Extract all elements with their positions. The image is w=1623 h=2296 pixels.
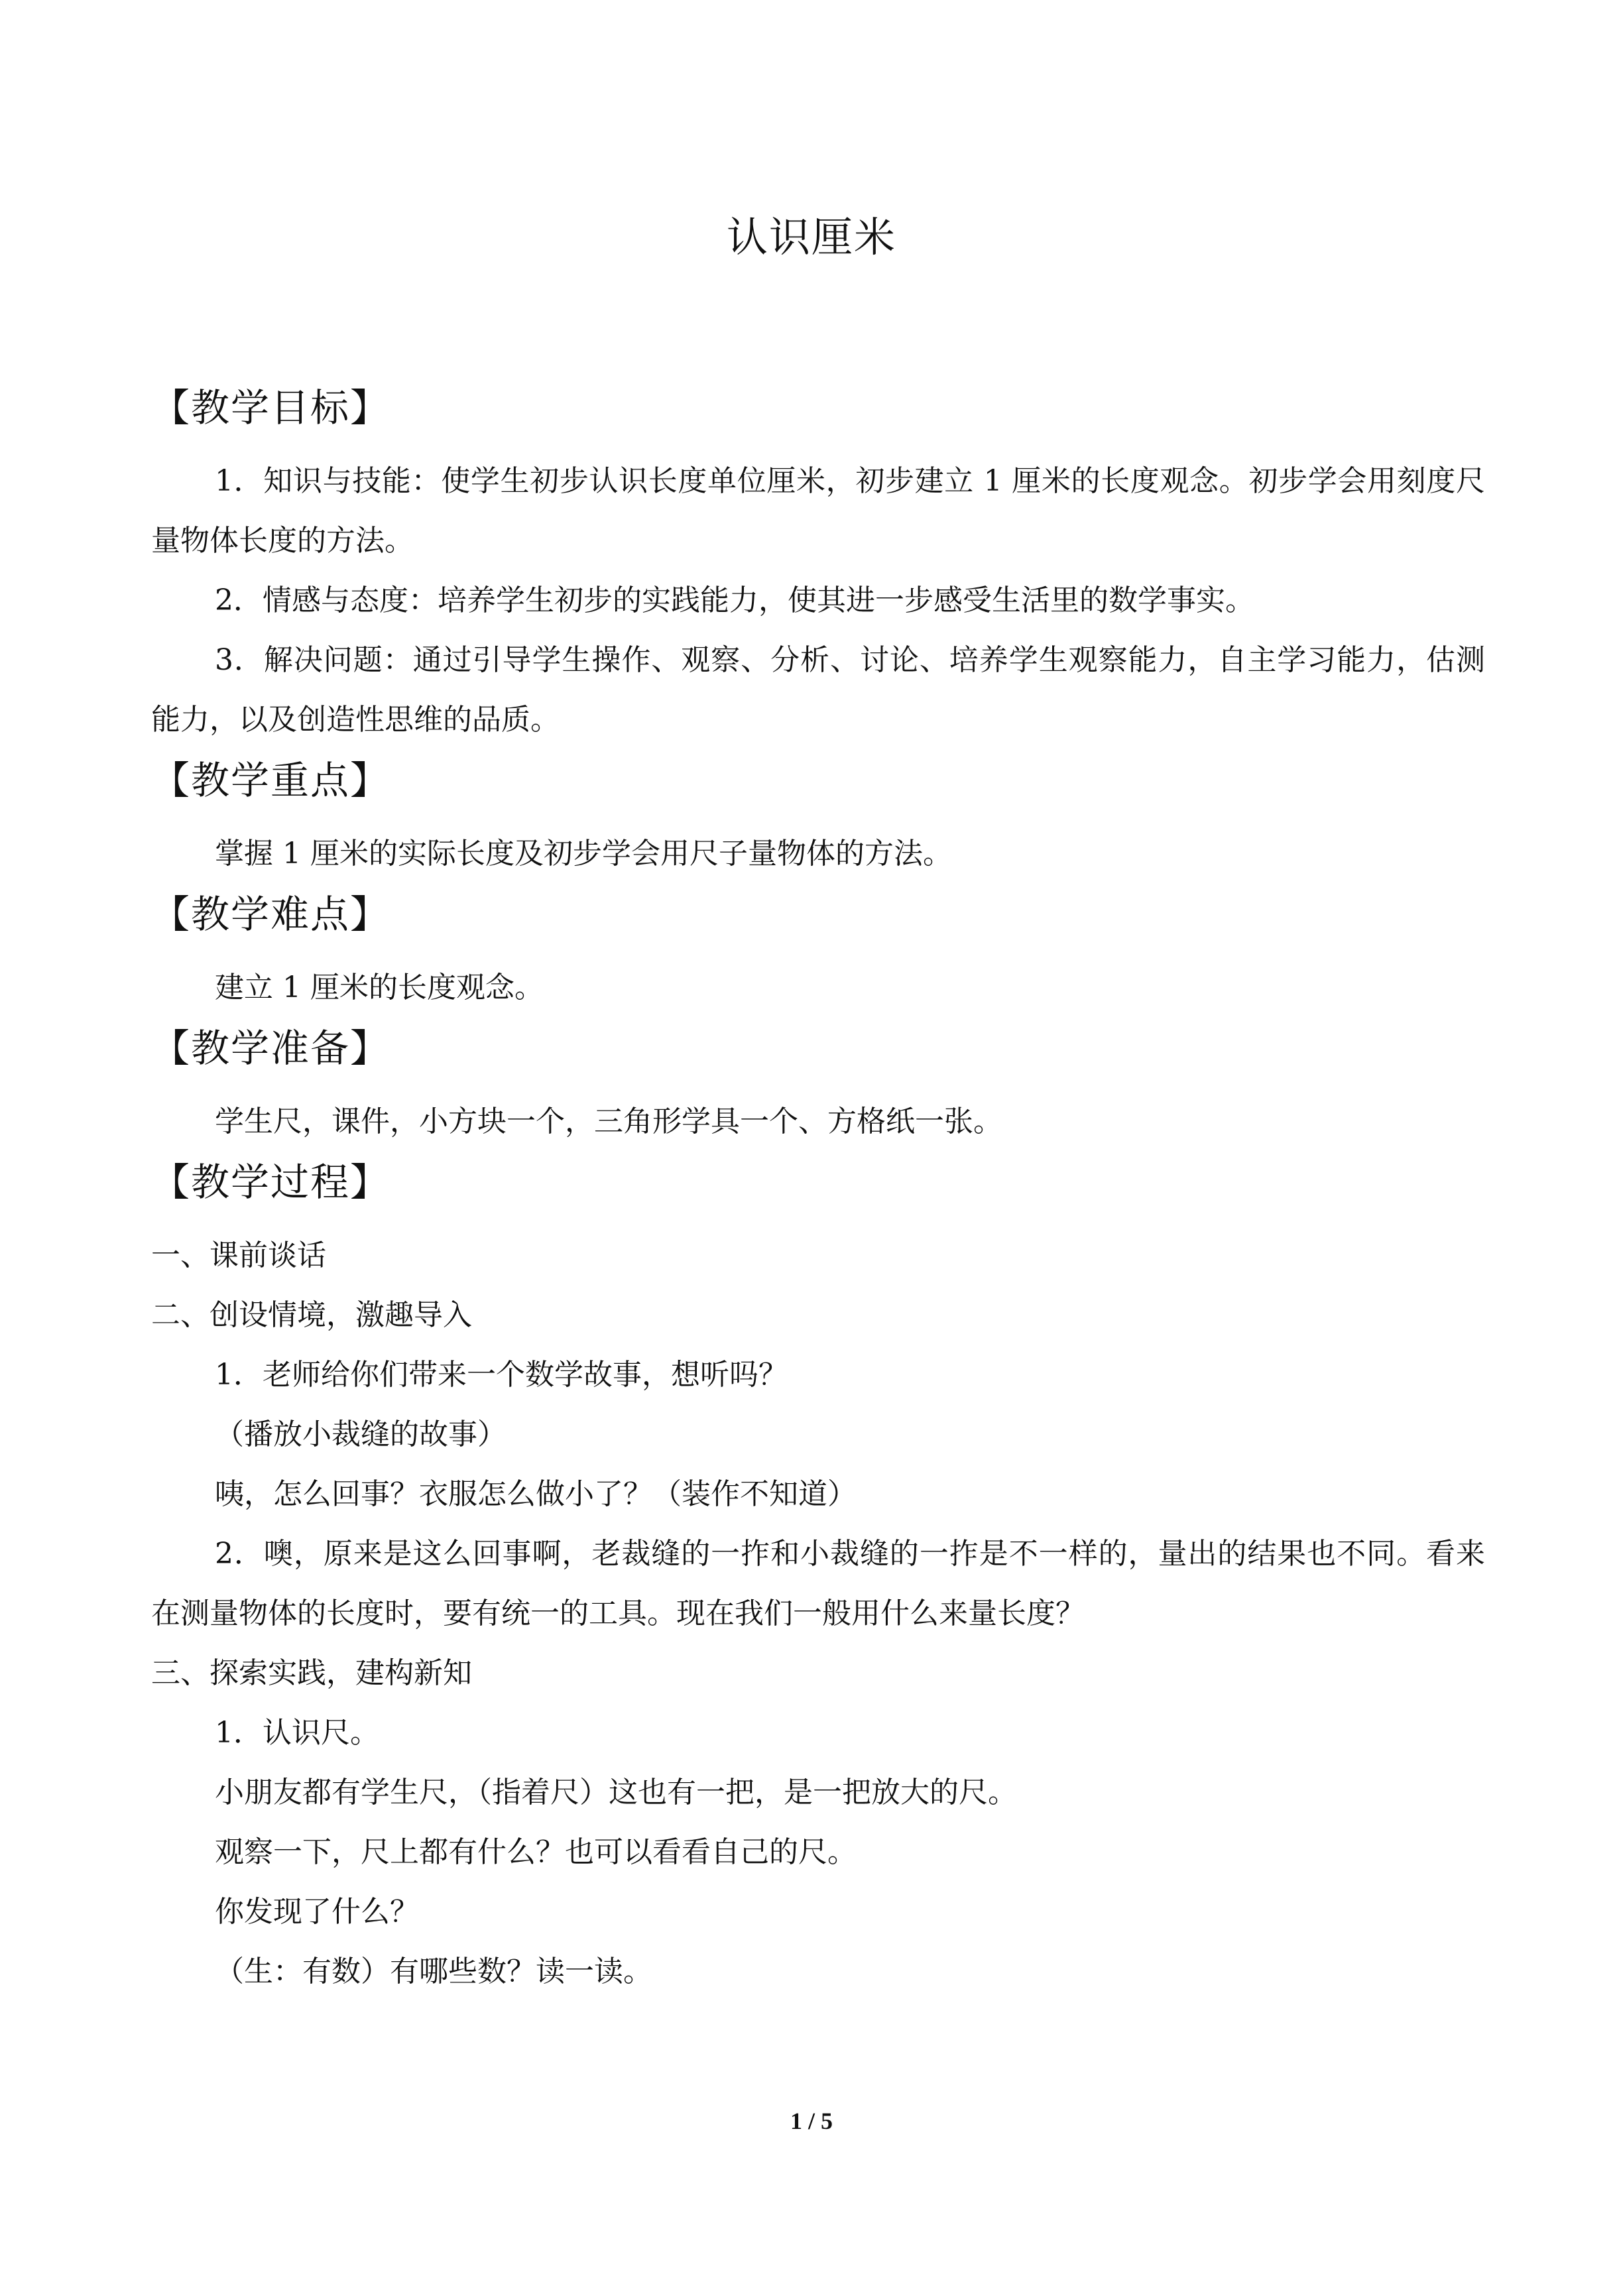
process-paragraph: （生：有数）有哪些数？读一读。 bbox=[215, 1955, 652, 1988]
preparation-text: 学生尺，课件，小方块一个，三角形学具一个、方格纸一张。 bbox=[215, 1105, 1002, 1138]
section-process bbox=[151, 1156, 1485, 2002]
process-paragraph: 咦，怎么回事？衣服怎么做小了？（装作不知道） bbox=[215, 1477, 857, 1511]
objective-item: 3．解决问题：通过引导学生操作、观察、分析、讨论、培养学生观察能力，自主学习能力，估测能力，以及创造性思维的品质。 bbox=[151, 643, 1485, 737]
section-heading-preparation: 【教学准备】 bbox=[151, 1026, 391, 1071]
section-difficulties bbox=[151, 888, 1485, 1018]
process-paragraph: （播放小裁缝的故事） bbox=[215, 1418, 507, 1451]
process-paragraph: 小朋友都有学生尺，（指着尺）这也有一把，是一把放大的尺。 bbox=[215, 1776, 1017, 1809]
process-paragraph: 1．认识尺。 bbox=[215, 1716, 379, 1750]
process-lines bbox=[151, 1226, 1485, 2002]
difficulties-text: 建立 1 厘米的长度观念。 bbox=[215, 971, 544, 1004]
process-step-heading: 一、课前谈话 bbox=[151, 1239, 326, 1272]
section-heading-objectives: 【教学目标】 bbox=[151, 385, 391, 430]
objective-item: 2．情感与态度：培养学生初步的实践能力，使其进一步感受生活里的数学事实。 bbox=[215, 583, 1254, 617]
section-objectives bbox=[151, 381, 1485, 750]
section-heading-key-points: 【教学重点】 bbox=[151, 758, 391, 803]
process-paragraph: 你发现了什么？ bbox=[215, 1895, 419, 1929]
key-points-text: 掌握 1 厘米的实际长度及初步学会用尺子量物体的方法。 bbox=[215, 837, 952, 871]
section-heading-difficulties: 【教学难点】 bbox=[151, 892, 391, 937]
process-step-heading: 三、探索实践，建构新知 bbox=[151, 1656, 472, 1690]
process-step-heading: 二、创设情境，激趣导入 bbox=[151, 1298, 472, 1332]
section-heading-process: 【教学过程】 bbox=[151, 1160, 391, 1205]
section-key-points bbox=[151, 754, 1485, 884]
objective-item: 1．知识与技能：使学生初步认识长度单位厘米，初步建立 1 厘米的长度观念。初步学会用刻度尺量物体长度的方法。 bbox=[151, 464, 1485, 558]
section-preparation bbox=[151, 1022, 1485, 1152]
page-number: 1 / 5 bbox=[790, 2108, 833, 2134]
process-paragraph: 1．老师给你们带来一个数学故事，想听吗？ bbox=[215, 1358, 788, 1392]
process-paragraph: 观察一下，尺上都有什么？也可以看看自己的尺。 bbox=[215, 1835, 857, 1869]
document-body bbox=[151, 381, 1485, 2002]
document-title: 认识厘米 bbox=[726, 213, 896, 261]
process-paragraph: 2．噢，原来是这么回事啊，老裁缝的一拃和小裁缝的一拃是不一样的，量出的结果也不同。看来在测量物体的长度时，要有统一的工具。现在我们一般用什么来量长度？ bbox=[151, 1537, 1485, 1630]
